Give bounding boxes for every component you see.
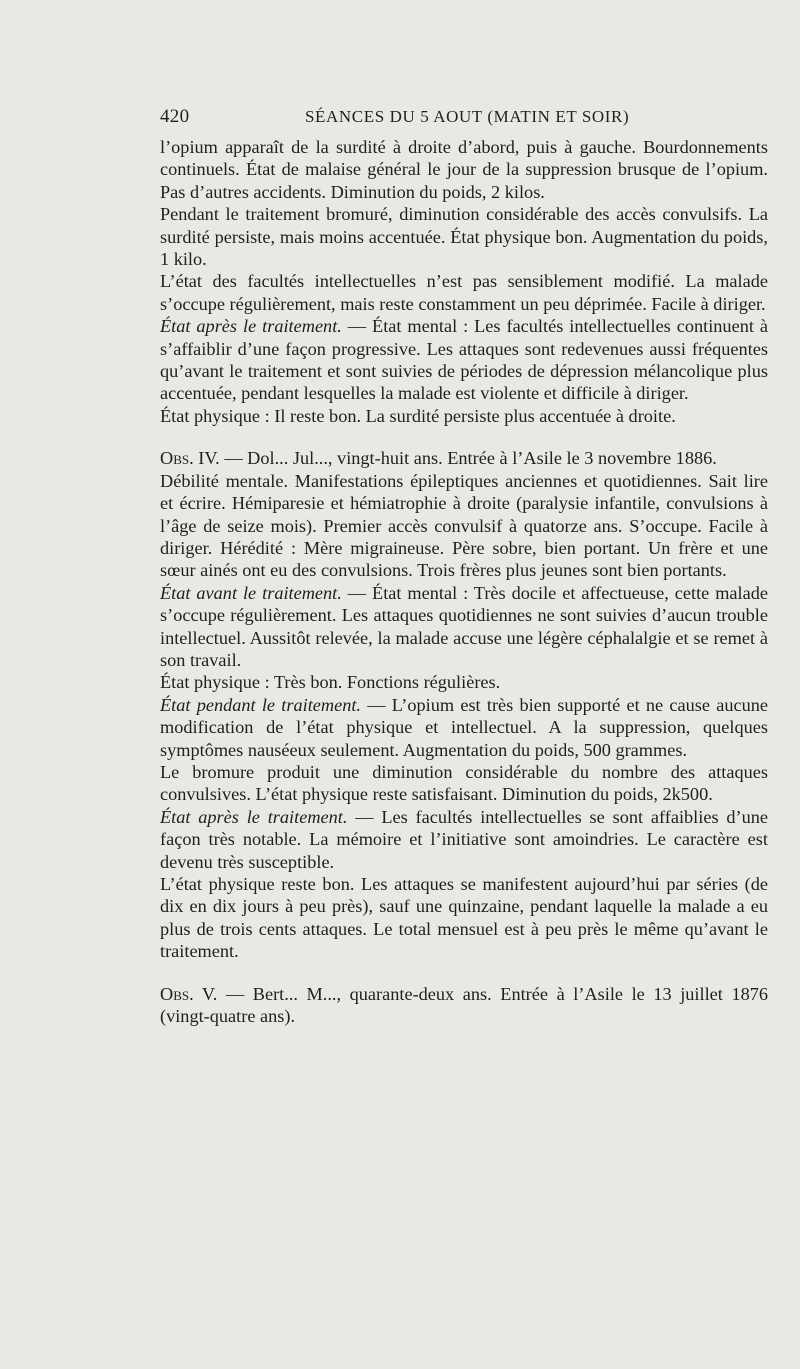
- page-number: 420: [160, 106, 190, 127]
- paragraph: État physique : Il reste bon. La surdité persiste plus accentuée à droite.: [160, 405, 676, 426]
- section-spacer: [160, 427, 768, 447]
- section-lead: État pendant le traitement.: [160, 694, 362, 715]
- paragraph: L’état des facultés intellectuelles n’est pas sensiblement modifié. La malade s’occupe régulièrement, mais reste constamment un peu déprimée. Facile à diriger.: [160, 271, 768, 314]
- paragraph: État après le traitement. — Les facultés intellectuelles se sont affaiblies d’une façon très notable. La mémoire et l’initiative sont amoindries. Le caractère est devenu très susceptible.: [160, 806, 768, 872]
- paragraph: Pendant le traitement bromuré, diminution considérable des accès convulsifs. La surdité persiste, mais moins accentuée. État physique bon. Augmentation du poids, 1 kilo.: [160, 204, 768, 270]
- document-page: [160, 106, 768, 1027]
- observation-heading: Obs. IV. — Dol... Jul..., vingt-huit ans. Entrée à l’Asile le 3 novembre 1886.: [160, 448, 717, 469]
- page-header: [160, 106, 768, 136]
- section-lead: État avant le traitement.: [160, 582, 342, 603]
- paragraph: L’état physique reste bon. Les attaques se manifestent aujourd’hui par séries (de dix en dix jours à peu près), sauf une quinzaine, pendant laquelle la malade a eu plus de trois cents attaques. Le total mensuel est à peu près le même qu’avant le traitement.: [160, 874, 768, 962]
- body-text: [160, 136, 768, 1027]
- paragraph: Le bromure produit une diminution considérable du nombre des attaques convulsives. L’état physique reste satisfaisant. Diminution du poids, 2k500.: [160, 761, 768, 805]
- section-spacer: [160, 963, 768, 983]
- section-lead: État après le traitement.: [160, 806, 348, 827]
- section-lead: État après le traitement.: [160, 316, 342, 337]
- paragraph: État physique : Très bon. Fonctions régulières.: [160, 672, 501, 693]
- observation-label: Obs. IV.: [160, 448, 220, 469]
- observation-heading: Obs. V. — Bert... M..., quarante-deux ans. Entrée à l’Asile le 13 juillet 1876 (vingt-quatre ans).: [160, 983, 769, 1027]
- paragraph: État avant le traitement. — État mental : Très docile et affectueuse, cette malade s’occupe régulièrement. Les attaques quotidiennes ne sont suivies d’aucun trouble intellectuel. Aussitôt relevée, la malade accuse une légère céphalalgie et se remet à son travail.: [160, 582, 768, 670]
- paragraph: l’opium apparaît de la surdité à droite d’abord, puis à gauche. Bourdonnements continuels. État de malaise général le jour de la suppression brusque de l’opium. Pas d’autres accidents. Diminution du poids, 2 kilos.: [160, 137, 768, 202]
- running-head: SÉANCES DU 5 AOUT (MATIN ET SOIR): [305, 107, 630, 126]
- paragraph: État pendant le traitement. — L’opium est très bien supporté et ne cause aucune modification de l’état physique et intellectuel. A la suppression, quelques symptômes nauséeux seulement. Augmentation du poids, 500 grammes.: [160, 694, 768, 760]
- observation-label: Obs. V.: [160, 983, 218, 1004]
- paragraph: État après le traitement. — État mental : Les facultés intellectuelles continuent à s’affaiblir d’une façon progressive. Les attaques sont redevenues aussi fréquentes qu’avant le traitement et sont suivies de périodes de dépression mélancolique plus accentuée, pendant lesquelles la malade est violente et difficile à diriger.: [160, 316, 768, 404]
- paragraph: Débilité mentale. Manifestations épileptiques anciennes et quotidiennes. Sait lire et écrire. Hémiparesie et hémiatrophie à droite (paralysie infantile, convulsions à l’âge de seize mois). Premier accès convulsif à quatorze ans. S’occupe. Facile à diriger. Hérédité : Mère migraineuse. Père sobre, bien portant. Un frère et une sœur ainés ont eu des convulsions. Trois frères plus jeunes sont bien portants.: [160, 470, 768, 581]
